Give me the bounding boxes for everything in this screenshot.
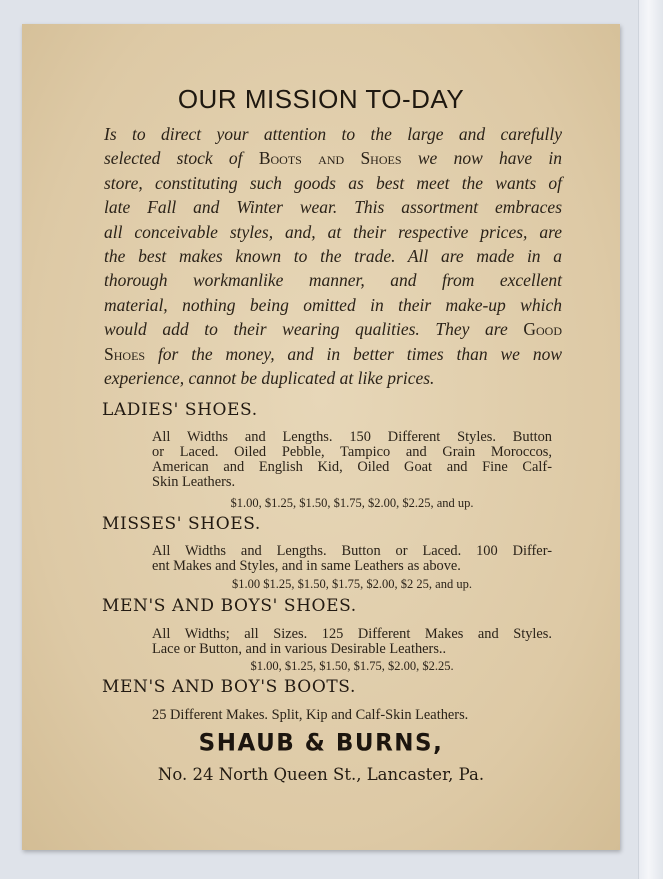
price-list-ladies: $1.00, $1.25, $1.50, $1.75, $2.00, $2.25, and up.	[230, 496, 474, 510]
intro-line	[104, 293, 562, 317]
intro-line	[104, 122, 562, 146]
intro-line	[104, 220, 562, 244]
intro-text: selected stock of	[104, 148, 259, 169]
intro-text: store, constituting such goods as best meet the wants of	[104, 172, 562, 193]
intro-text: we now have in	[401, 148, 562, 169]
intro-text: the best makes known to the trade. All are made in a	[104, 246, 562, 267]
price-list-mens-shoes: $1.00, $1.25, $1.50, $1.75, $2.00, $2.25.	[250, 659, 454, 673]
text-line: 25 Different Makes. Split, Kip and Calf-Skin Leathers.	[152, 707, 469, 723]
card-title: OUR MISSION TO-DAY	[177, 84, 465, 114]
intro-text: experience, cannot be duplicated at like prices.	[104, 368, 435, 389]
intro-text: material, nothing being omitted in their make-up which	[104, 294, 562, 315]
intro-line	[104, 317, 562, 341]
intro-text: Good	[523, 319, 562, 340]
section-text-boots	[152, 708, 552, 723]
price-list-misses: $1.00 $1.25, $1.50, $1.75, $2.00, $2 25, and up.	[232, 577, 472, 591]
trade-card	[22, 24, 620, 850]
section-text-mens-shoes	[152, 627, 552, 657]
text-line: Lace or Button, and in various Desirable Leathers..	[152, 641, 447, 657]
intro-line	[104, 146, 562, 170]
text-line: All Widths; all Sizes. 125 Different Makes and Styles.	[152, 626, 552, 642]
intro-text: all conceivable styles, and, at their respective prices, are	[104, 221, 562, 242]
intro-line	[104, 195, 562, 219]
intro-line	[104, 244, 562, 268]
sleeve-edge	[638, 0, 663, 879]
section-text-ladies	[152, 430, 552, 490]
section-heading-mens-shoes: MEN'S AND BOYS' SHOES.	[102, 596, 357, 616]
intro-line	[104, 268, 562, 292]
section-heading-misses: MISSES' SHOES.	[102, 514, 261, 534]
intro-line	[104, 171, 562, 195]
text-line: American and English Kid, Oiled Goat and Fine Calf-	[152, 459, 552, 475]
section-heading-boots: MEN'S AND BOY'S BOOTS.	[102, 677, 356, 697]
intro-paragraph	[104, 122, 562, 390]
section-text-misses	[152, 544, 552, 574]
text-line: All Widths and Lengths. 150 Different Styles. Button	[152, 429, 552, 445]
intro-text: would add to their wearing qualities. They are	[104, 319, 524, 340]
intro-text: for the money, and in better times than we now	[145, 343, 562, 364]
intro-line	[104, 366, 562, 390]
text-line: Skin Leathers.	[152, 474, 236, 490]
firm-address: No. 24 North Queen St., Lancaster, Pa.	[157, 765, 485, 784]
intro-text: Boots and Shoes	[258, 148, 402, 169]
firm-name: SHAUB & BURNS,	[198, 729, 444, 757]
text-line: or Laced. Oiled Pebble, Tampico and Grain Moroccos,	[152, 444, 552, 460]
section-heading-ladies: LADIES' SHOES.	[102, 400, 258, 420]
intro-line	[104, 342, 562, 366]
text-line: ent Makes and Styles, and in same Leathers as above.	[152, 558, 461, 574]
intro-text: thorough workmanlike manner, and from excellent	[104, 270, 562, 291]
intro-text: Is to direct your attention to the large and carefully	[104, 124, 562, 144]
text-line: All Widths and Lengths. Button or Laced. 100 Differ-	[152, 543, 552, 559]
intro-text: Shoes	[104, 343, 146, 364]
intro-text: late Fall and Winter wear. This assortment embraces	[104, 197, 562, 218]
